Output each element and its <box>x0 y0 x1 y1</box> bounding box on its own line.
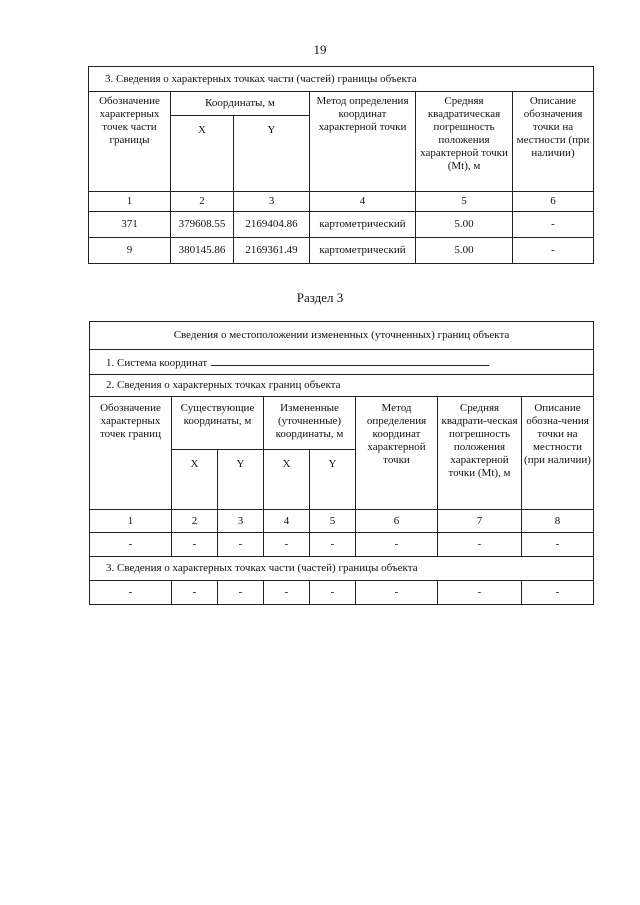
section-title: 3. Сведения о характерных точках части (частей) границы объекта <box>89 67 594 92</box>
column-number: 5 <box>310 510 356 533</box>
header-error: Средняя квадратическая погрешность положения характерной точки (Mt), м <box>416 92 513 192</box>
header-designation: Обозначение характерных точек части границы <box>89 92 171 192</box>
empty-cell: - <box>264 581 310 605</box>
header-y: Y <box>234 116 310 192</box>
header-changed-coordinates: Измененные (уточненные) координаты, м <box>264 397 356 450</box>
section-title: Сведения о местоположении измененных (уточненных) границ объекта <box>90 322 594 350</box>
description-value: - <box>513 238 594 264</box>
part2-title: 2. Сведения о характерных точках границ объекта <box>90 375 594 397</box>
header-method: Метод определения координат характерной точки <box>310 92 416 192</box>
table-row <box>89 238 594 264</box>
empty-cell: - <box>310 533 356 557</box>
coordinate-y: 2169404.86 <box>234 212 310 238</box>
error-value: 5.00 <box>416 238 513 264</box>
method-value: картометрический <box>310 238 416 264</box>
coordinate-system-blank-line <box>211 354 489 366</box>
header-changed-x: X <box>264 450 310 510</box>
header-method: Метод определения координат характерной точки <box>356 397 438 510</box>
header-description: Описание обозна-чения точки на местности (при наличии) <box>522 397 594 510</box>
empty-cell: - <box>310 581 356 605</box>
characteristic-points-part-table <box>88 66 594 264</box>
description-value: - <box>513 212 594 238</box>
column-number: 8 <box>522 510 594 533</box>
method-value: картометрический <box>310 212 416 238</box>
header-existing-coordinates: Существующие координаты, м <box>172 397 264 450</box>
empty-cell: - <box>264 533 310 557</box>
empty-cell: - <box>356 581 438 605</box>
column-number: 4 <box>264 510 310 533</box>
column-number: 2 <box>172 510 218 533</box>
empty-cell: - <box>522 581 594 605</box>
coordinate-y: 2169361.49 <box>234 238 310 264</box>
column-number: 5 <box>416 192 513 212</box>
empty-cell: - <box>90 581 172 605</box>
empty-cell: - <box>218 581 264 605</box>
header-existing-y: Y <box>218 450 264 510</box>
empty-cell: - <box>90 533 172 557</box>
header-error: Средняя квадрати-ческая погрешность положения характерной точки (Mt), м <box>438 397 522 510</box>
column-number: 4 <box>310 192 416 212</box>
empty-cell: - <box>172 581 218 605</box>
header-x: X <box>171 116 234 192</box>
changed-boundaries-table <box>89 321 594 605</box>
empty-cell: - <box>172 533 218 557</box>
table-row <box>90 581 594 605</box>
empty-cell: - <box>438 533 522 557</box>
column-number: 6 <box>513 192 594 212</box>
coordinate-system-row <box>90 350 594 375</box>
header-changed-y: Y <box>310 450 356 510</box>
part3-title: 3. Сведения о характерных точках части (частей) границы объекта <box>90 557 594 581</box>
point-designation: 9 <box>89 238 171 264</box>
header-designation: Обозначение характерных точек границ <box>90 397 172 510</box>
column-number: 6 <box>356 510 438 533</box>
coordinate-system-label: 1. Система координат <box>106 357 208 369</box>
column-number: 1 <box>90 510 172 533</box>
error-value: 5.00 <box>416 212 513 238</box>
column-number: 3 <box>234 192 310 212</box>
section-heading: Раздел 3 <box>296 290 344 305</box>
column-number: 7 <box>438 510 522 533</box>
empty-cell: - <box>356 533 438 557</box>
coordinate-x: 379608.55 <box>171 212 234 238</box>
column-number: 1 <box>89 192 171 212</box>
header-description: Описание обозначения точки на местности (при наличии) <box>513 92 594 192</box>
header-coordinates: Координаты, м <box>171 92 310 116</box>
table-row <box>90 533 594 557</box>
empty-cell: - <box>218 533 264 557</box>
empty-cell: - <box>438 581 522 605</box>
header-existing-x: X <box>172 450 218 510</box>
column-number: 2 <box>171 192 234 212</box>
table-row <box>89 212 594 238</box>
empty-cell: - <box>522 533 594 557</box>
page-number: 19 <box>313 42 327 57</box>
column-number: 3 <box>218 510 264 533</box>
coordinate-x: 380145.86 <box>171 238 234 264</box>
point-designation: 371 <box>89 212 171 238</box>
